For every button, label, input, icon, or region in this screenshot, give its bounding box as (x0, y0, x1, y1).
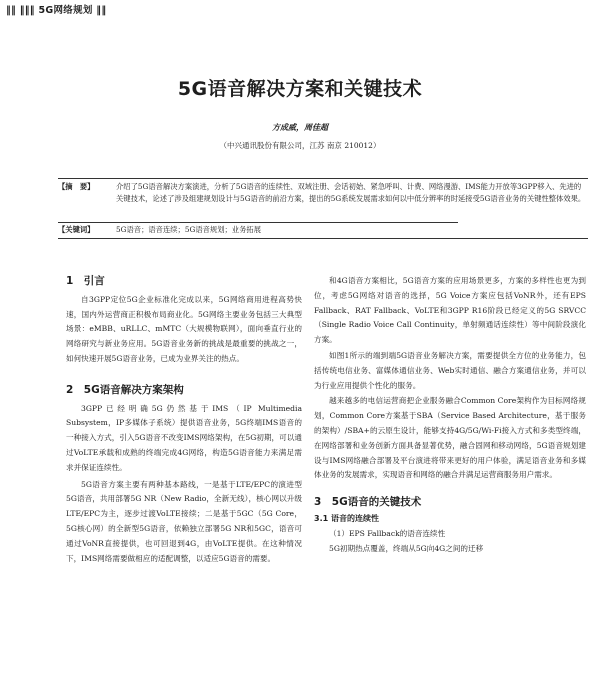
section-3-heading: 3 5G语音的关键技术 (314, 496, 422, 509)
left-column (66, 274, 302, 566)
keywords-label: 【关键词】 (58, 225, 95, 234)
subsection-3-1-heading: 3.1 语音的连续性 (314, 513, 379, 523)
section-1-para: 自3GPP定位5G企业标准化完成以来，5G网络商用进程高势快速，国内外运营商正积极布局商业化。5G网络主要业务包括三大典型场景：eMBB、uRLLC、mMTC（大规模物联网），面向垂直行业的网络研究与新业务应用。5G语音业务新的挑战是最重要的挑战之一，如何快速开展5G语音业务，已成为业界关注的热点。 (66, 294, 302, 363)
subsection-3-1-a: （1）EPS Fallback的语音连续性 (329, 528, 446, 538)
right-para-1: 和4G语音方案相比，5G语音方案的应用场景更多，方案的多样性也更为到位，考虑5G网络对语音的选择，5G Voice方案应包括VoNR外，还有EPS Fallback、RAT Fallback、VoLTE和3GPP R16阶段已经定义的5G SRVCC（Single Radio Voice Call Continuity，单射频通话连续性）等中间阶段演化方案。 (314, 276, 586, 345)
paper-title: 5G语音解决方案和关键技术 (177, 78, 423, 100)
section-3-para-1: 5G初期热点覆盖，终端从5G向4G之间的迁移 (329, 543, 484, 553)
section-1-heading: 1 引言 (66, 275, 105, 287)
right-column (314, 274, 586, 556)
abstract-text: 介绍了5G语音解决方案演进，分析了5G语音的连续性、双域注册、会话初始、紧急呼叫、计费、网络漫游、IMS能力开放等3GPP移入、先进的关键技术，论述了涉及组建规划设计与5G语音的前沿方案，提出的5G系统发展需求如何以中低分辨率的时延接受5G语音业务的关键性整体效果。 (116, 182, 586, 203)
section-2-heading: 2 5G语音解决方案架构 (66, 383, 184, 396)
running-header: ‖‖ ‖‖‖ 5G网络规划 ‖‖ (6, 5, 107, 16)
section-2-para-1: 3GPP已经明确5G仍然基于IMS（IP Multimedia Subsystem，IP多媒体子系统）提供语音业务，5G终端IMS语音的一种接入方式，引入5G语音不改变IMS网络架构，在5G初期，可以通过VoLTE承载和成熟的终端完成4G网络，构造5G语音能力来满足需求并保证连续性。 (66, 403, 302, 472)
abstract-label: 【摘 要】 (58, 182, 95, 191)
affiliation: （中兴通讯股份有限公司，江苏 南京 210012） (219, 141, 381, 150)
authors: 方成威，周佳超 (272, 122, 328, 132)
right-para-3: 越来越多的电信运营商把企业服务融合Common Core架构作为目标网络规划，Common Core方案基于SBA（Service Based Architecture，基于服务的架构）/SBA+的云原生设计，能够支持4G/5G/Wi-Fi接入方式和多类型终端，在网络部署和业务创新方面具备显著优势，融合固网和移动网络，5G语音规划建设与IMS网络融合部署及平台演进将带来更好的用户体验，满足语音业务和多媒体业务的发展需求，实现语音和网络的融合并满足运营商服务用户需求。 (314, 396, 586, 480)
right-para-2: 如图1所示的端到端5G语音业务解决方案，需要提供全方位的业务能力，包括传统电信业务、富媒体通信业务、Web实时通信、融合方案通信业务，并可以为行业应用提供个性化的服务。 (314, 350, 586, 390)
abstract-bottom-rule (58, 238, 588, 239)
abstract-block (58, 181, 588, 205)
abstract-mid-rule (58, 222, 458, 223)
keywords-text: 5G语音；语音连续；5G语音规划；业务拓展 (116, 225, 261, 234)
abstract-top-rule (58, 178, 588, 179)
keywords-block (58, 224, 588, 236)
section-2-para-2: 5G语音方案主要有两种基本路线，一是基于LTE/EPC的演进型5G语音，共用部署5G NR（New Radio，全新无线），核心网以升级LTE/EPC为主，逐步过渡VoLTE接续；二是基于5GC（5G Core，5G核心网）的全新型5G语音，依赖独立部署5G NR和5GC，语音可通过VoNR直接提供，也可回退到4G，由VoLTE提供。在这种情况下，IMS网络需要做相应的适配调整，以适应5G语音的需要。 (66, 479, 302, 563)
